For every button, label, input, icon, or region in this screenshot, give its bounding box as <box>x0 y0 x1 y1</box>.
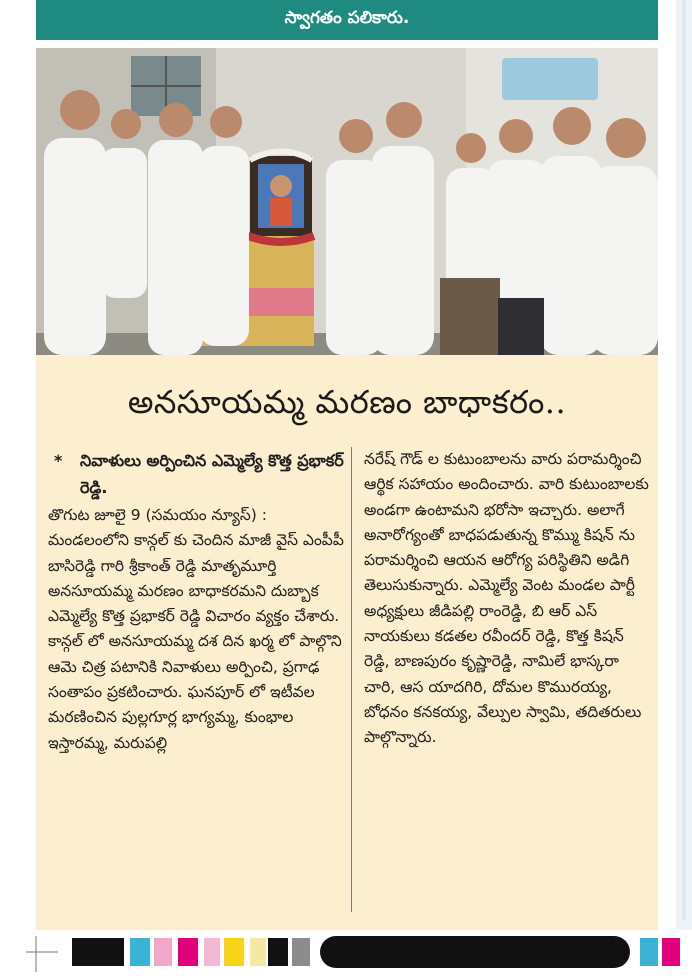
registration-marks <box>0 930 692 974</box>
news-photo <box>36 48 658 355</box>
article-headline: అనసూయమ్మ మరణం బాధాకరం.. <box>127 383 567 421</box>
banner-text: స్వాగతం పలికారు. <box>284 8 410 28</box>
adjacent-page-divider <box>682 0 686 920</box>
article-right-column <box>364 447 654 751</box>
group-photo-illustration <box>36 48 658 355</box>
print-registration-bar <box>0 930 692 974</box>
adjacent-page-edge <box>676 0 692 974</box>
article-left-column <box>48 447 344 756</box>
left-column-body: తొగుట జూలై 9 (సమయం న్యూస్) : మండలంలోని కాన్గల్ కు చెందిన మాజీ వైస్ ఎంపీపీ బాసిరెడ్డి గారి శ్రీకాంత్ రెడ్డి మాతృమూర్తి అనసూయమ్మ మరణం బాధాకరమని దుబ్బాక ఎమ్మెల్యే కొత్త ప్రభాకర్ రెడ్డి విచారం వ్యక్తం చేశారు. కాన్గల్ లో అనసూయమ్మ దశ దిన ఖర్మ లో పాల్గొని ఆమె చిత్ర పటానికి నివాళులు అర్పించి, ప్రగాఢ సంతాపం ప్రకటించారు. ఘనపూర్ లో ఇటీవల మరణించిన పుల్లగూర్ల భాగ్యమ్మ, కుంభాల ఇస్తారమ్మ, మరుపల్లి <box>48 506 344 752</box>
column-divider <box>351 447 352 912</box>
news-article <box>36 355 658 930</box>
highlight-text: నివాళులు అర్పించిన ఎమ్మెల్యే కొత్త ప్రభాకర్ రెడ్డి. <box>80 451 344 497</box>
article-highlight <box>48 447 344 501</box>
highlight-bullet: * <box>54 451 63 470</box>
top-banner <box>36 0 658 40</box>
right-column-body: నరేష్ గౌడ్ ల కుటుంబాలను వారు పరామర్శించి ఆర్థిక సహాయం అందించారు. వారి కుటుంబాలకు అండగా ఉంటామని భరోసా ఇచ్చారు. అలాగే అనారోగ్యంతో బాధపడుతున్న కొమ్ము కిషన్ ను పరామర్శించి ఆయన ఆరోగ్య పరిస్థితిని అడిగి తెలుసుకున్నారు. ఎమ్మెల్యే వెంట మండల పార్టీ అధ్యక్షులు జీడిపల్లి రాంరెడ్డి, బి ఆర్ ఎస్ నాయకులు కడతల రవీందర్ రెడ్డి, కొత్త కిషన్ రెడ్డి, బాణపురం కృష్ణారెడ్డి, నామిలే భాస్కరా చారి, ఆస యాదగిరి, దోమల కొమురయ్య, బోధనం కనకయ్య, వేల్పుల స్వామి, తదితరులు పాల్గొన్నారు. <box>364 450 649 747</box>
